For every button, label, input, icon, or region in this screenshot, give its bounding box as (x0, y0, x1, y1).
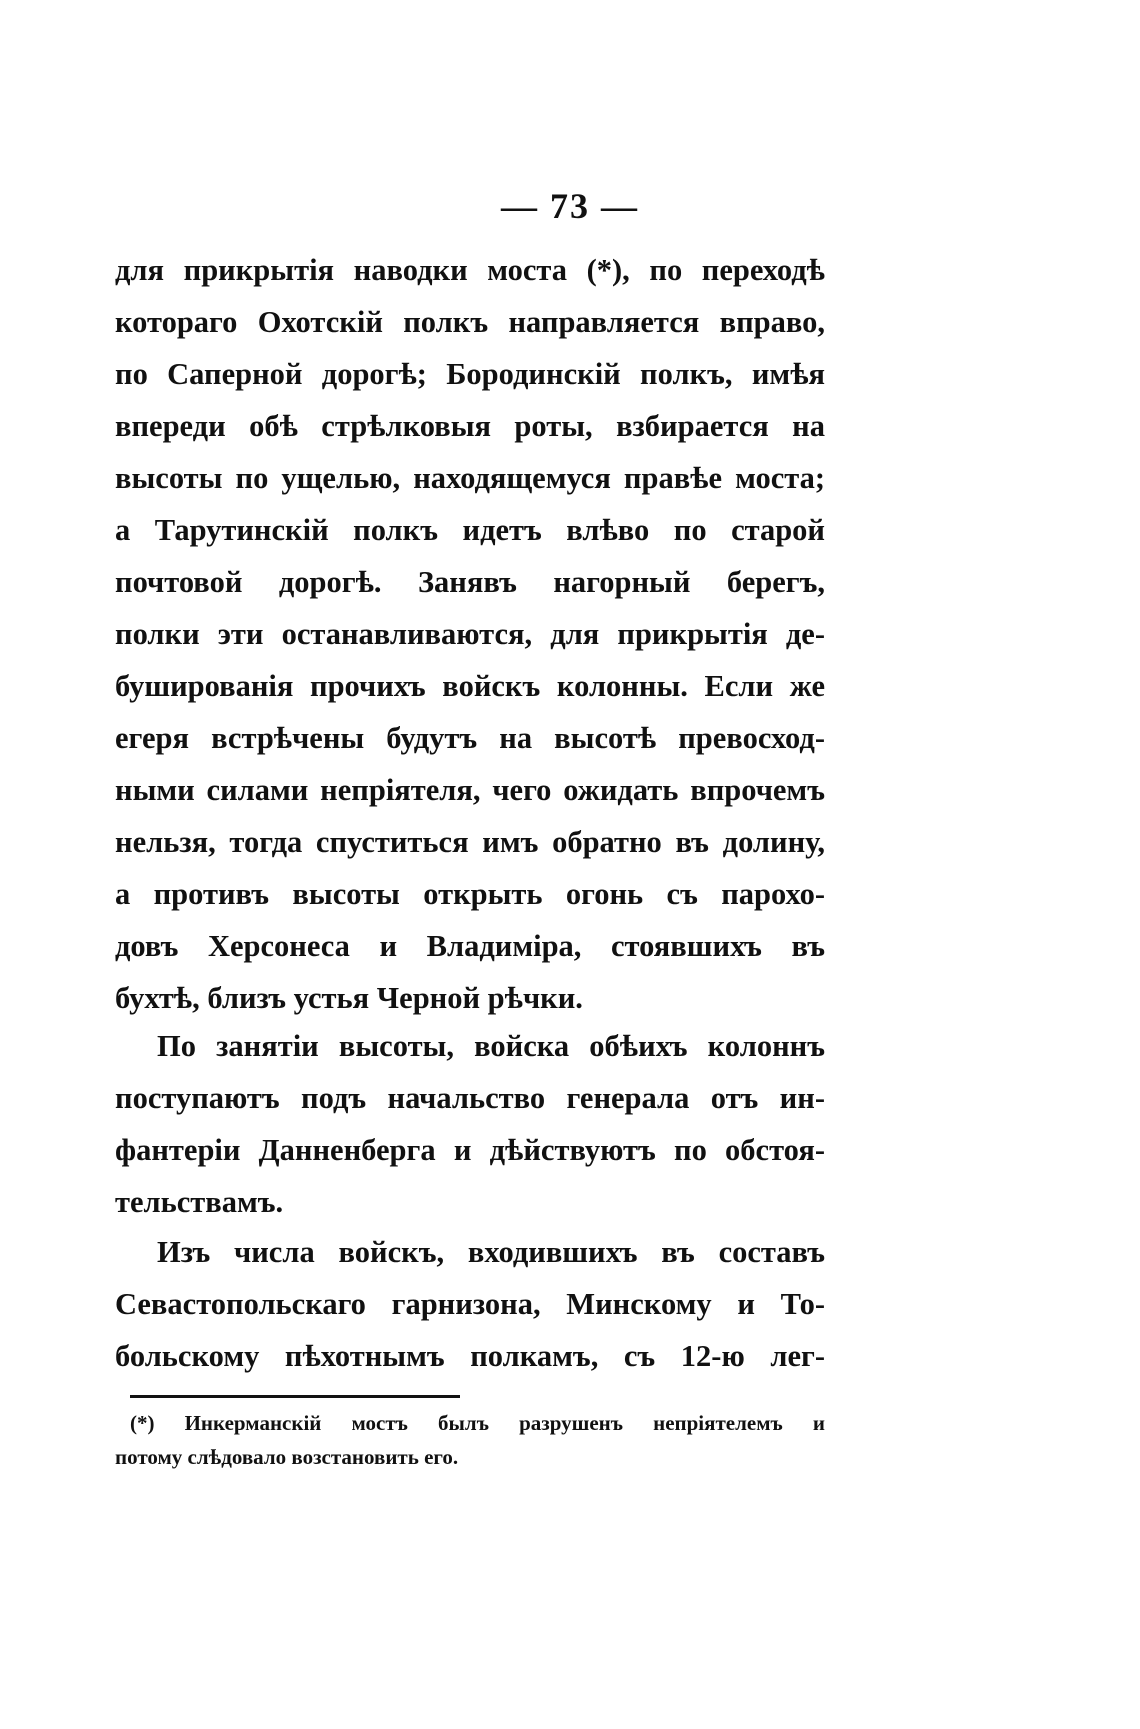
text-line: высоты по ущелью, находящемуся правѣе моста; (115, 461, 825, 495)
text-line: поступаютъ подъ начальство генерала отъ ин- (115, 1081, 825, 1115)
footnote-line: потому слѣдовало возстановить его. (115, 1445, 459, 1469)
paragraph-3 (115, 1226, 825, 1382)
text-line: По занятіи высоты, войска обѣихъ колоннъ (157, 1029, 825, 1063)
paragraph-1 (115, 244, 825, 1024)
text-line: Севастопольскаго гарнизона, Минскому и То- (115, 1287, 825, 1321)
footnote-separator (130, 1395, 460, 1398)
text-line: больскому пѣхотнымъ полкамъ, съ 12-ю лег- (115, 1339, 825, 1373)
text-line: полки эти останавливаются, для прикрытія де- (115, 617, 825, 651)
text-line: котораго Охотскій полкъ направляется вправо, (115, 305, 825, 339)
text-line: впереди обѣ стрѣлковыя роты, взбирается на (115, 409, 825, 443)
text-line: Изъ числа войскъ, входившихъ въ составъ (157, 1235, 825, 1269)
text-line: бушированія прочихъ войскъ колонны. Если же (115, 669, 825, 703)
text-line: ными силами непріятеля, чего ожидать впрочемъ (115, 773, 825, 807)
paragraph-2 (115, 1020, 825, 1228)
text-line: тельствамъ. (115, 1185, 284, 1219)
text-line: а Тарутинскій полкъ идетъ влѣво по старой (115, 513, 825, 547)
footnote-line: (*) Инкерманскій мостъ былъ разрушенъ непріятелемъ и (130, 1411, 825, 1435)
text-line: довъ Херсонеса и Владиміра, стоявшихъ въ (115, 929, 825, 963)
text-line: нельзя, тогда спуститься имъ обратно въ долину, (115, 825, 825, 859)
text-line: по Саперной дорогѣ; Бородинскій полкъ, имѣя (115, 357, 825, 391)
text-line: егеря встрѣчены будутъ на высотѣ превосход- (115, 721, 825, 755)
text-line: а противъ высоты открыть огонь съ парохо- (115, 877, 825, 911)
text-line: для прикрытія наводки моста (*), по переходѣ (115, 253, 825, 287)
text-line: фантеріи Данненберга и дѣйствуютъ по обстоя- (115, 1133, 825, 1167)
footnote (115, 1406, 825, 1474)
text-line: бухтѣ, близъ устья Черной рѣчки. (115, 981, 583, 1015)
text-line: почтовой дорогѣ. Занявъ нагорный берегъ, (115, 565, 825, 599)
page-number: — 73 — (501, 186, 639, 226)
